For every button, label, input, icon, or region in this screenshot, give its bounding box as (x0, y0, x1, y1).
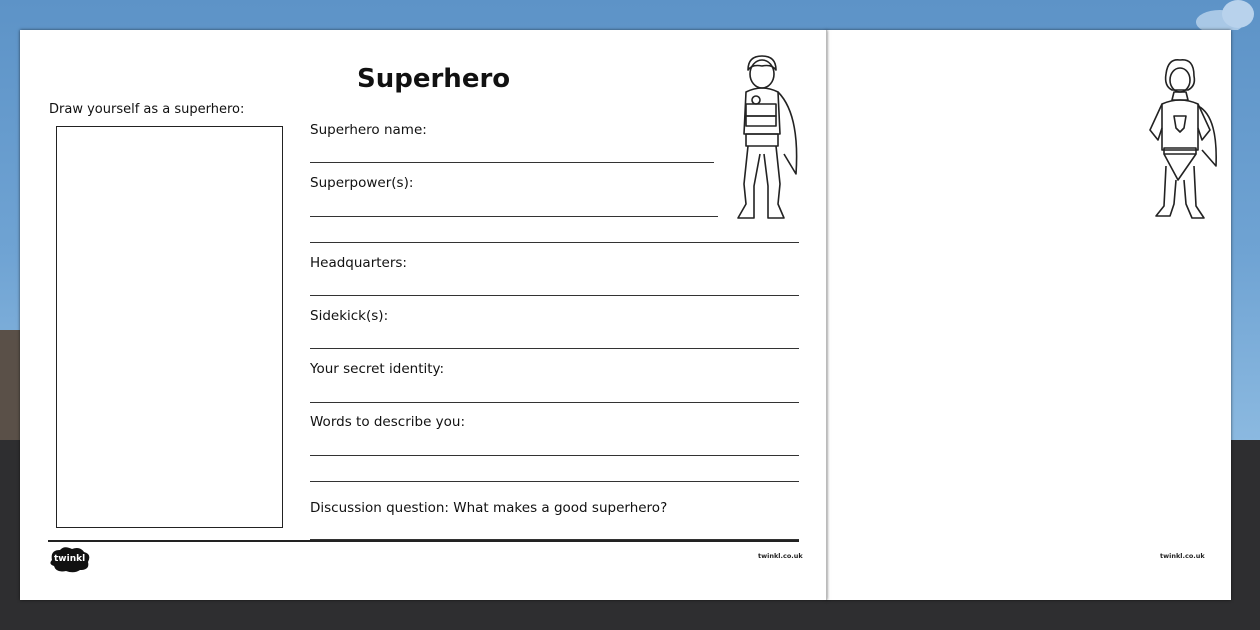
superhero-boy-icon (720, 54, 802, 222)
draw-prompt: Draw yourself as a superhero: (49, 102, 245, 117)
field-label-sidekicks: Sidekick(s): (310, 308, 389, 324)
describe-you-line-2[interactable] (310, 481, 799, 482)
field-label-describe-you: Words to describe you: (310, 414, 466, 430)
sidekicks-line[interactable] (310, 348, 799, 349)
describe-you-line-1[interactable] (310, 455, 799, 456)
secret-identity-line[interactable] (310, 402, 799, 403)
superhero-girl-icon (1138, 56, 1220, 224)
twinkl-logo-icon (48, 546, 92, 574)
field-label-secret-identity: Your secret identity: (310, 361, 445, 377)
worksheet-back (826, 30, 1231, 600)
superpowers-line-2[interactable] (310, 242, 799, 243)
field-label-discussion-question: Discussion question: What makes a good superhero? (310, 500, 668, 516)
background-building (0, 330, 20, 440)
footer-rule (48, 540, 799, 542)
background-cloud (1180, 0, 1260, 30)
footer-url: twinkl.co.uk (758, 552, 803, 560)
superpowers-line-1[interactable] (310, 216, 718, 217)
logo-text: twinkl (54, 554, 86, 564)
drawing-box[interactable] (56, 126, 283, 528)
field-label-superpowers: Superpower(s): (310, 175, 414, 191)
worksheet-front (20, 30, 827, 600)
field-label-headquarters: Headquarters: (310, 255, 407, 271)
footer-url: twinkl.co.uk (1160, 552, 1205, 560)
field-label-superhero-name: Superhero name: (310, 122, 427, 138)
worksheet-title: Superhero (357, 64, 511, 94)
superhero-name-line[interactable] (310, 162, 714, 163)
headquarters-line[interactable] (310, 295, 799, 296)
